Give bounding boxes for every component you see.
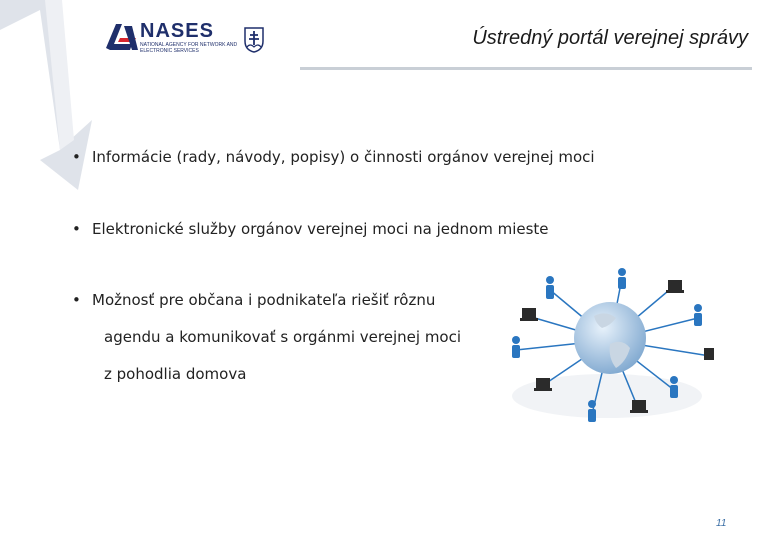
page-number: 11 [716,518,727,529]
bullet-text: Informácie (rady, návody, popisy) o činnosti orgánov verejnej moci [92,148,595,166]
bullet-dot: • [72,291,81,309]
slovak-coat-of-arms-icon [244,27,264,53]
bullet-dot: • [72,148,81,166]
network-globe-icon [498,268,716,430]
logo-wordmark: NASES [140,20,214,42]
bullet-item [72,291,435,309]
bullet-continuation: z pohodlia domova [104,365,247,383]
background-arrow-icon [0,0,110,200]
logo-subtitle: NATIONAL AGENCY FOR NETWORK AND ELECTRONIC SERVICES [140,42,238,54]
bullet-item [72,148,595,166]
bullet-item [72,220,549,238]
page-title: Ústredný portál verejnej správy [472,27,748,49]
bullet-text: Elektronické služby orgánov verejnej moci na jednom mieste [92,220,549,238]
bullet-text: Možnosť pre občana i podnikateľa riešiť rôznu [92,291,436,309]
header-divider [300,67,752,70]
bullet-continuation: agendu a komunikovať s orgánmi verejnej moci [104,328,462,346]
bullet-dot: • [72,220,81,238]
